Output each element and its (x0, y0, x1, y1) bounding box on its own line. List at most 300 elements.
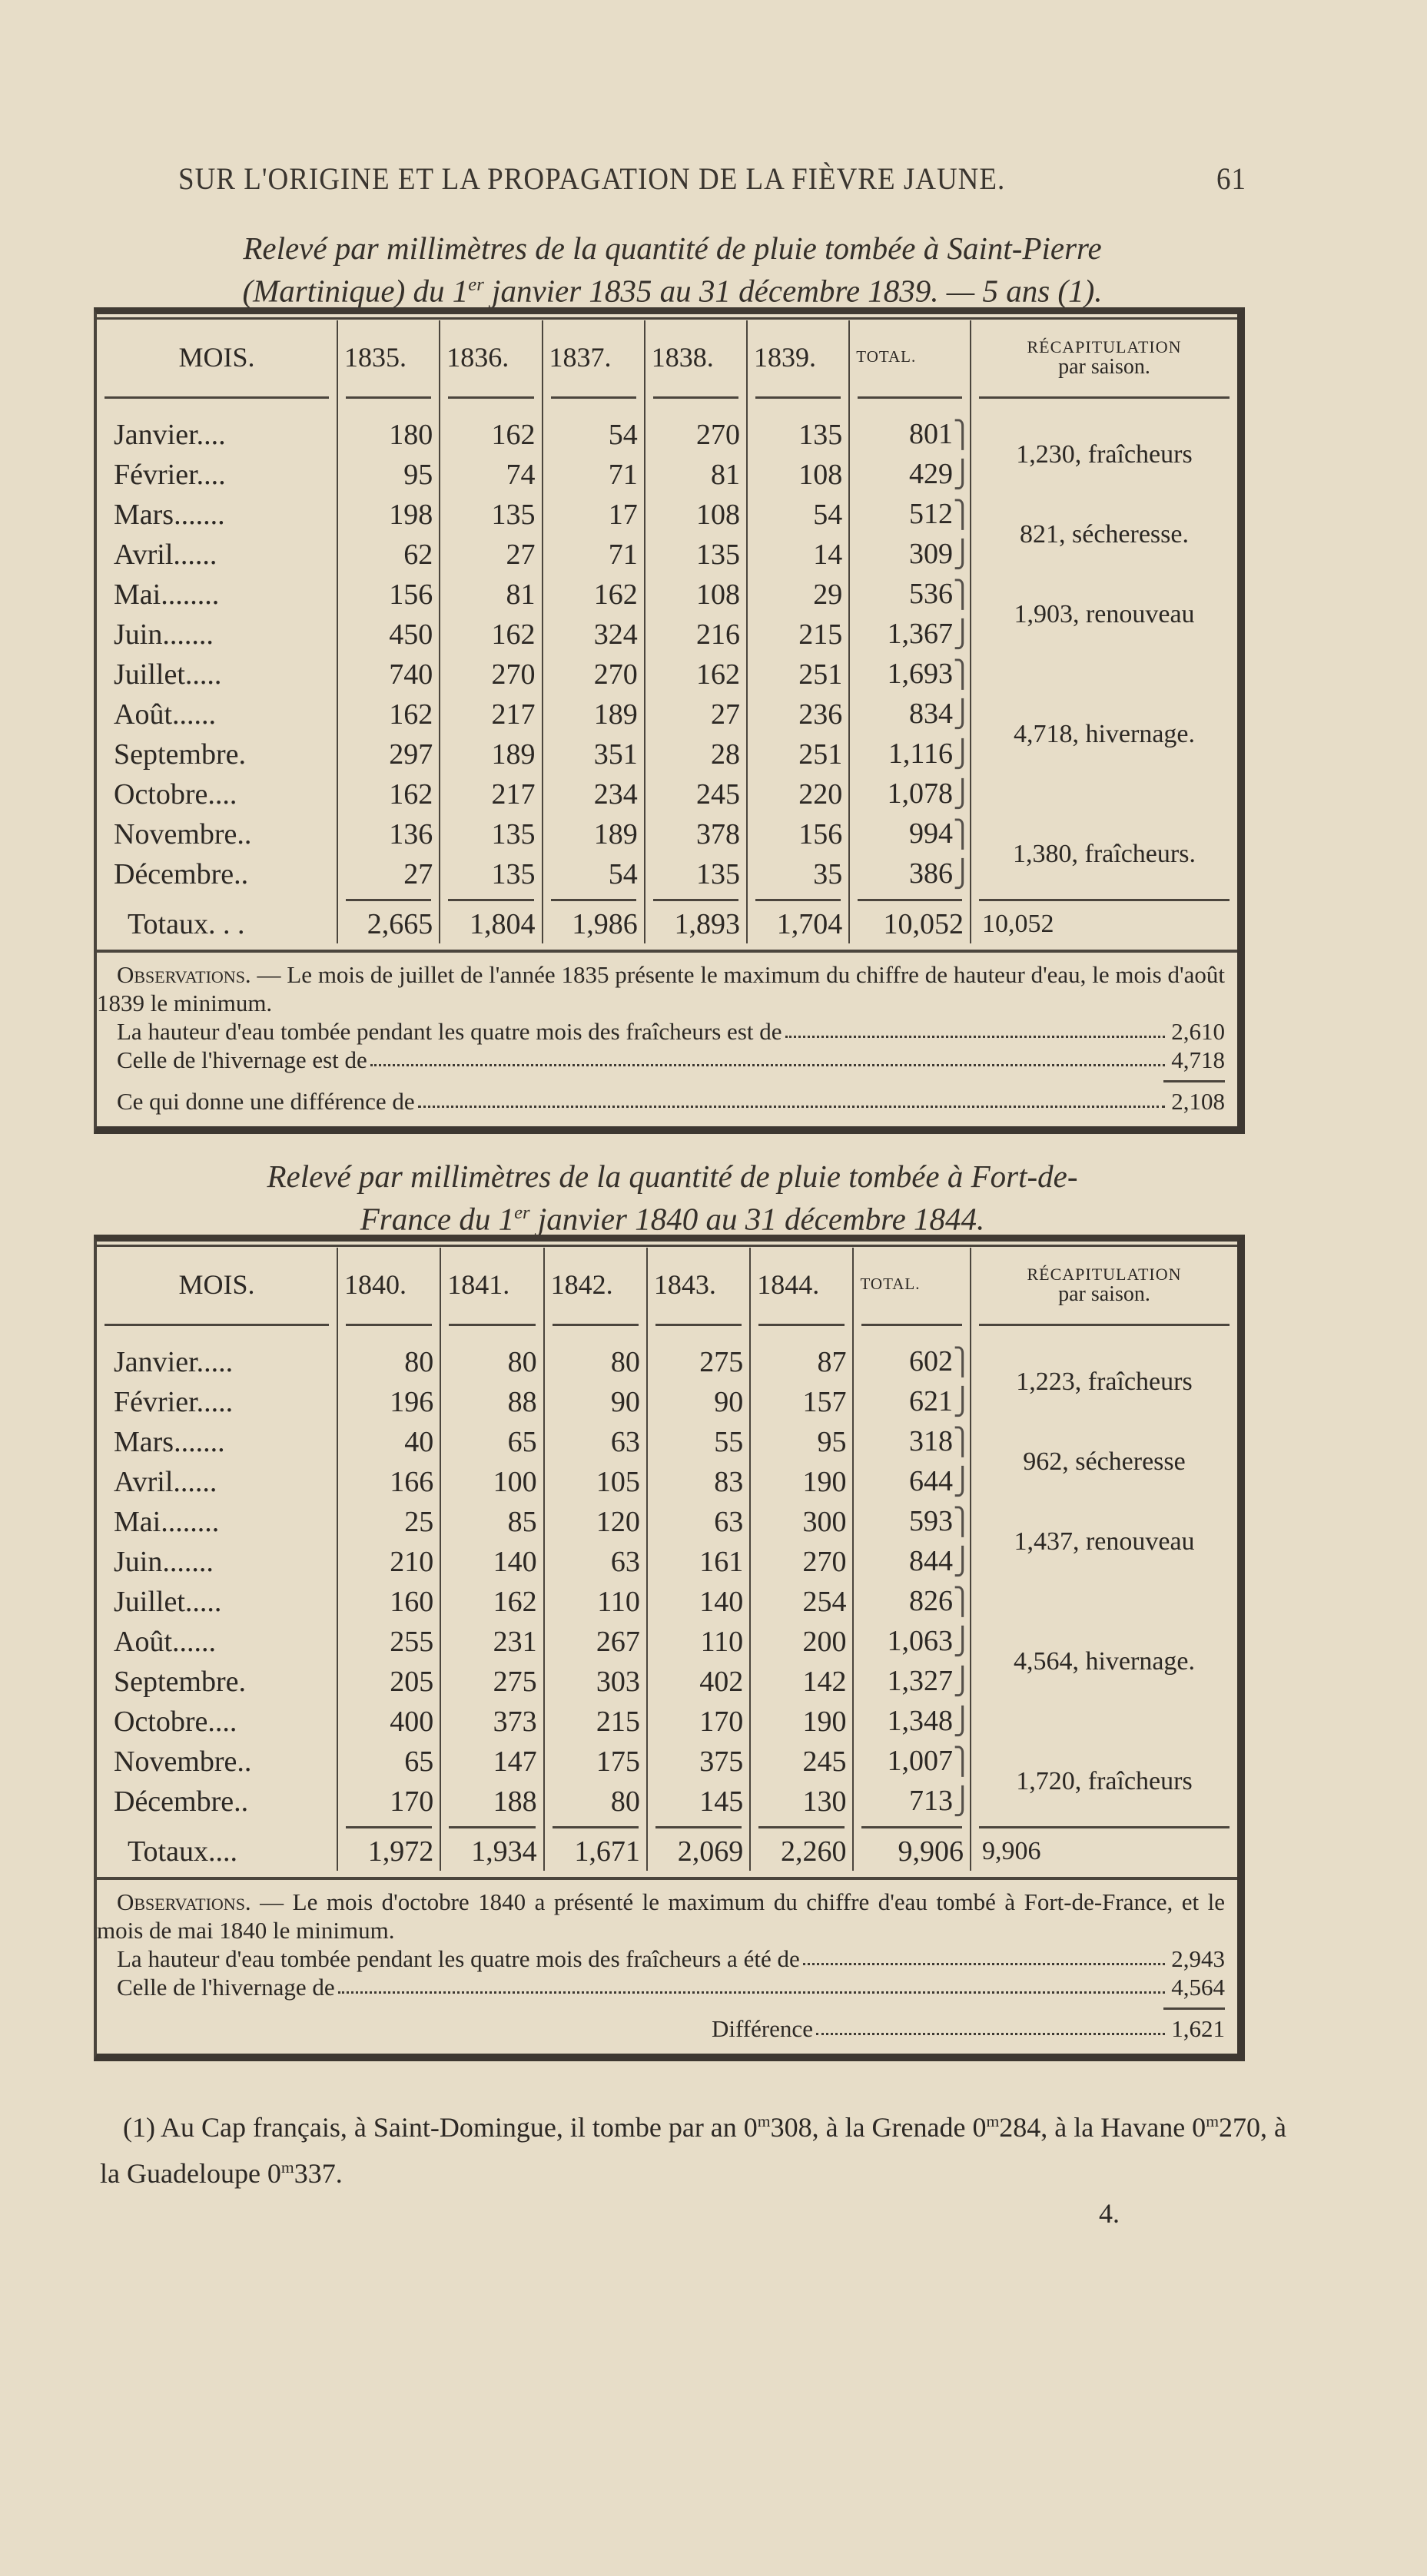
brace-icon: ⎫ (953, 1588, 973, 1616)
observation-line (97, 1973, 1225, 2001)
rain-value: 175 (544, 1742, 647, 1782)
year-total: 1,972 (337, 1832, 440, 1871)
table-row (97, 1582, 1237, 1622)
rain-value: 254 (750, 1582, 853, 1622)
rain-value: 28 (645, 734, 747, 774)
caption-line-1: Relevé par millimètres de la quantité de pluie tombée à Saint-Pierre (243, 230, 1102, 266)
month-label: Juin....... (114, 1546, 214, 1578)
row-total-value: 602 (909, 1345, 953, 1378)
footnote (100, 2101, 1291, 2193)
brace-icon: ⎭ (953, 1708, 973, 1736)
rain-value: 87 (750, 1342, 853, 1382)
brace-icon: ⎭ (953, 1668, 973, 1696)
rain-value: 95 (337, 455, 440, 495)
rain-value: 162 (543, 575, 645, 615)
rain-value: 110 (544, 1582, 647, 1622)
dot-leader (338, 1973, 1165, 1994)
brace-icon: ⎫ (953, 821, 973, 849)
rain-value: 196 (337, 1382, 440, 1422)
result-label: Ce qui donne une différence de (117, 1088, 415, 1115)
rain-value: 54 (543, 854, 645, 894)
month-label: Octobre.... (114, 1706, 237, 1738)
rain-value: 210 (337, 1542, 440, 1582)
year-total: 1,986 (543, 905, 645, 943)
rain-value: 297 (337, 734, 440, 774)
rain-value: 136 (337, 814, 440, 854)
month-label: Mars....... (114, 1426, 225, 1458)
rain-value: 170 (337, 1782, 440, 1822)
dot-leader (816, 2014, 1165, 2035)
rain-value: 215 (747, 615, 849, 655)
recap-title: RÉCAPITULATION (1027, 337, 1182, 356)
rain-value: 108 (645, 495, 747, 535)
rainfall-table (97, 320, 1237, 943)
rain-value: 40 (337, 1422, 440, 1462)
observation-lead: Observations. (117, 1888, 251, 1915)
header-recap (971, 1248, 1237, 1321)
grand-total: 9,906 (853, 1832, 971, 1871)
rain-value: 17 (543, 495, 645, 535)
row-total (853, 1622, 971, 1662)
table-row (97, 1342, 1237, 1382)
result-label: Différence (712, 2015, 813, 2042)
brace-icon: ⎫ (953, 1428, 973, 1457)
rain-value: 255 (337, 1622, 440, 1662)
table-2-frame (94, 1235, 1245, 2061)
year-total: 1,893 (645, 905, 747, 943)
rainfall-table (97, 1248, 1237, 1871)
rain-value: 189 (543, 695, 645, 734)
observation-paragraph (97, 1888, 1225, 1944)
rain-value: 245 (645, 774, 747, 814)
recap-subtitle: par saison. (1058, 1281, 1150, 1306)
rain-value: 375 (647, 1742, 750, 1782)
rain-value: 71 (543, 535, 645, 575)
rain-value: 135 (440, 814, 542, 854)
rain-value: 162 (337, 695, 440, 734)
brace-icon: ⎭ (953, 621, 973, 649)
rain-value: 27 (440, 535, 542, 575)
rain-value: 217 (440, 695, 542, 734)
rain-value: 300 (750, 1502, 853, 1542)
rain-value: 157 (750, 1382, 853, 1422)
table-row (97, 1422, 1237, 1462)
running-title: SUR L'ORIGINE ET LA PROPAGATION DE LA FIÈVRE JAUNE. (178, 161, 1006, 197)
rain-value: 27 (645, 695, 747, 734)
recap-total: 10,052 (971, 905, 1237, 943)
month-label: Janvier.... (114, 419, 226, 451)
brace-icon: ⎭ (953, 741, 973, 769)
row-total-value: 536 (909, 578, 953, 610)
page-number: 61 (1216, 161, 1246, 197)
row-total (853, 1502, 971, 1542)
observation-line (97, 1944, 1225, 1973)
row-total (853, 1782, 971, 1822)
row-total (853, 1342, 971, 1382)
totals-label: Totaux. . . (128, 908, 245, 940)
month-label: Août...... (114, 698, 216, 731)
result-value: 2,108 (1171, 1088, 1225, 1115)
row-total-value: 994 (909, 817, 953, 850)
row-total (849, 415, 971, 455)
rain-value: 402 (647, 1662, 750, 1702)
month-label: Décembre.. (114, 858, 249, 890)
unit-sup: m (757, 2112, 771, 2130)
brace-icon: ⎭ (953, 1628, 973, 1656)
month-label: Février..... (114, 1386, 234, 1418)
row-total (849, 575, 971, 615)
brace-icon: ⎫ (953, 661, 973, 689)
table-row (97, 655, 1237, 695)
month-label: Septembre. (114, 738, 247, 771)
row-total (853, 1382, 971, 1422)
caption-sup: er (468, 274, 484, 295)
line-value: 4,718 (1171, 1046, 1225, 1073)
year-total: 2,069 (647, 1832, 750, 1871)
row-total-value: 1,327 (887, 1665, 953, 1697)
row-total-value: 318 (909, 1425, 953, 1457)
rain-value: 156 (747, 814, 849, 854)
header-row (97, 1248, 1237, 1321)
season-summary: 821, sécheresse. (971, 495, 1237, 575)
header-year: 1837. (543, 320, 645, 393)
dot-leader (418, 1087, 1165, 1108)
rain-value: 54 (747, 495, 849, 535)
rain-value: 135 (747, 415, 849, 455)
brace-icon: ⎫ (953, 1748, 973, 1776)
header-mois: MOIS. (178, 1268, 255, 1300)
grand-total: 10,052 (849, 905, 971, 943)
header-mois: MOIS. (178, 341, 255, 373)
rain-value: 88 (440, 1382, 543, 1422)
rain-value: 74 (440, 455, 542, 495)
rain-value: 71 (543, 455, 645, 495)
month-label: Janvier..... (114, 1346, 234, 1378)
observation-text: — Le mois d'octobre 1840 a présenté le maximum du chiffre d'eau tombé à Fort-de-France, et le mois de mai 1840 le minimum. (97, 1888, 1225, 1944)
row-total (849, 734, 971, 774)
table-row (97, 814, 1237, 854)
rain-value: 267 (544, 1622, 647, 1662)
row-total-value: 1,078 (887, 777, 953, 810)
brace-icon: ⎭ (953, 860, 973, 889)
month-label: Février.... (114, 459, 226, 491)
row-total-value: 826 (909, 1585, 953, 1617)
header-recap (971, 320, 1237, 393)
rain-value: 190 (750, 1702, 853, 1742)
brace-icon: ⎭ (953, 781, 973, 809)
caption-line-2 (100, 267, 1245, 310)
rain-value: 90 (544, 1382, 647, 1422)
rain-value: 215 (544, 1702, 647, 1742)
rain-value: 142 (750, 1662, 853, 1702)
rain-value: 80 (337, 1342, 440, 1382)
rain-value: 324 (543, 615, 645, 655)
rain-value: 378 (645, 814, 747, 854)
rain-value: 110 (647, 1622, 750, 1662)
rain-value: 275 (440, 1662, 543, 1702)
caption-text: France du 1 (360, 1201, 515, 1237)
rain-value: 135 (440, 854, 542, 894)
header-year: 1843. (647, 1248, 750, 1321)
rain-value: 54 (543, 415, 645, 455)
rain-value: 80 (544, 1342, 647, 1382)
sum-rule (1163, 1080, 1225, 1082)
table-row (97, 495, 1237, 535)
season-summary: 4,718, hivernage. (971, 655, 1237, 814)
table-row (97, 1502, 1237, 1542)
brace-icon: ⎭ (953, 1468, 973, 1497)
rain-value: 400 (337, 1702, 440, 1742)
header-year: 1841. (440, 1248, 543, 1321)
sum-rule (1163, 2007, 1225, 2010)
brace-icon: ⎫ (953, 421, 973, 449)
unit-sup: m (986, 2112, 1000, 2130)
footnote-text: 308, à la Grenade 0 (770, 2112, 987, 2143)
rain-value: 170 (647, 1702, 750, 1742)
row-total-value: 429 (909, 458, 953, 490)
rain-value: 217 (440, 774, 542, 814)
rain-value: 270 (440, 655, 542, 695)
observation-result (97, 1087, 1225, 1116)
rain-value: 145 (647, 1782, 750, 1822)
totals-row (97, 1832, 1237, 1871)
header-year: 1838. (645, 320, 747, 393)
month-label: Août...... (114, 1626, 216, 1658)
rain-value: 108 (747, 455, 849, 495)
brace-icon: ⎫ (953, 501, 973, 529)
brace-icon: ⎭ (953, 1548, 973, 1576)
rain-value: 80 (544, 1782, 647, 1822)
month-label: Septembre. (114, 1666, 247, 1698)
header-year: 1836. (440, 320, 542, 393)
year-total: 2,665 (337, 905, 440, 943)
row-total (853, 1662, 971, 1702)
row-total-value: 1,348 (887, 1705, 953, 1737)
rain-value: 161 (647, 1542, 750, 1582)
observation-lead: Observations. (117, 961, 251, 988)
caption-text: (Martinique) du 1 (242, 273, 469, 309)
observation-paragraph (97, 960, 1225, 1017)
rain-value: 162 (645, 655, 747, 695)
line-value: 2,610 (1171, 1018, 1225, 1045)
rain-value: 140 (647, 1582, 750, 1622)
rain-value: 63 (544, 1422, 647, 1462)
recap-title: RÉCAPITULATION (1027, 1264, 1182, 1284)
rain-value: 270 (750, 1542, 853, 1582)
table-row (97, 1742, 1237, 1782)
row-total-value: 844 (909, 1545, 953, 1577)
month-label: Mars....... (114, 499, 225, 531)
rain-value: 156 (337, 575, 440, 615)
row-total (849, 695, 971, 734)
table-1-caption (100, 230, 1245, 310)
totals-rule (97, 894, 1237, 905)
rain-value: 275 (647, 1342, 750, 1382)
rain-value: 200 (750, 1622, 853, 1662)
rain-value: 120 (544, 1502, 647, 1542)
caption-text: janvier 1840 au 31 décembre 1844. (529, 1201, 985, 1237)
rain-value: 245 (750, 1742, 853, 1782)
result-value: 1,621 (1171, 2015, 1225, 2042)
footnote-text: 270, à la Guadeloupe 0 (100, 2112, 1286, 2189)
header-total: TOTAL. (853, 1248, 971, 1321)
observation-line (97, 1046, 1225, 1074)
observation-line (97, 1017, 1225, 1046)
month-label: Novembre.. (114, 818, 252, 850)
rain-value: 130 (750, 1782, 853, 1822)
rain-value: 95 (750, 1422, 853, 1462)
unit-sup: m (1206, 2112, 1219, 2130)
rain-value: 166 (337, 1462, 440, 1502)
row-total-value: 1,007 (887, 1745, 953, 1777)
line-label: Celle de l'hivernage est de (117, 1046, 367, 1073)
month-label: Novembre.. (114, 1746, 252, 1778)
brace-icon: ⎭ (953, 1788, 973, 1816)
month-label: Juillet..... (114, 658, 222, 691)
rain-value: 450 (337, 615, 440, 655)
season-summary: 1,903, renouveau (971, 575, 1237, 655)
rain-value: 231 (440, 1622, 543, 1662)
dot-leader (370, 1046, 1165, 1066)
rain-value: 29 (747, 575, 849, 615)
recap-subtitle: par saison. (1058, 354, 1150, 379)
header-year: 1840. (337, 1248, 440, 1321)
rain-value: 198 (337, 495, 440, 535)
rain-value: 251 (747, 655, 849, 695)
row-total (849, 655, 971, 695)
brace-icon: ⎫ (953, 1508, 973, 1537)
rain-value: 162 (440, 415, 542, 455)
rain-value: 205 (337, 1662, 440, 1702)
row-total-value: 801 (909, 418, 953, 450)
rain-value: 251 (747, 734, 849, 774)
rain-value: 162 (337, 774, 440, 814)
rain-value: 108 (645, 575, 747, 615)
rain-value: 270 (645, 415, 747, 455)
table-row (97, 575, 1237, 615)
line-label: Celle de l'hivernage de (117, 1974, 335, 2001)
year-total: 2,260 (750, 1832, 853, 1871)
rain-value: 63 (647, 1502, 750, 1542)
row-total-value: 1,116 (888, 738, 953, 770)
season-summary: 4,564, hivernage. (971, 1582, 1237, 1742)
signature-mark: 4. (1099, 2198, 1120, 2229)
header-rule (97, 393, 1237, 401)
header-year: 1842. (544, 1248, 647, 1321)
year-total: 1,804 (440, 905, 542, 943)
rain-value: 135 (440, 495, 542, 535)
row-total (853, 1422, 971, 1462)
month-label: Juillet..... (114, 1586, 222, 1618)
rain-value: 80 (440, 1342, 543, 1382)
row-total (849, 455, 971, 495)
month-label: Mai........ (114, 1506, 220, 1538)
dot-leader (785, 1017, 1165, 1038)
row-total (849, 774, 971, 814)
row-total (853, 1462, 971, 1502)
brace-icon: ⎭ (953, 461, 973, 489)
line-value: 2,943 (1171, 1945, 1225, 1972)
season-summary: 962, sécheresse (971, 1422, 1237, 1502)
month-label: Avril...... (114, 1466, 217, 1498)
month-label: Avril...... (114, 539, 217, 571)
rain-value: 81 (645, 455, 747, 495)
caption-line-2 (100, 1195, 1245, 1238)
running-head (178, 161, 1246, 197)
observation-text: — Le mois de juillet de l'année 1835 présente le maximum du chiffre de hauteur d'eau, le mois d'août 1839 le minimum. (97, 961, 1225, 1016)
season-summary: 1,223, fraîcheurs (971, 1342, 1237, 1422)
year-total: 1,671 (544, 1832, 647, 1871)
rain-value: 373 (440, 1702, 543, 1742)
rain-value: 65 (337, 1742, 440, 1782)
season-summary: 1,230, fraîcheurs (971, 415, 1237, 495)
rain-value: 140 (440, 1542, 543, 1582)
rain-value: 162 (440, 615, 542, 655)
row-total (849, 854, 971, 894)
rain-value: 27 (337, 854, 440, 894)
rain-value: 351 (543, 734, 645, 774)
year-total: 1,934 (440, 1832, 543, 1871)
row-total (853, 1702, 971, 1742)
row-total-value: 386 (909, 857, 953, 890)
rain-value: 100 (440, 1462, 543, 1502)
table-1-frame (94, 307, 1245, 1134)
brace-icon: ⎭ (953, 541, 973, 569)
row-total (849, 814, 971, 854)
caption-line-1: Relevé par millimètres de la quantité de pluie tombée à Fort-de- (267, 1159, 1078, 1194)
row-total (849, 535, 971, 575)
rain-value: 160 (337, 1582, 440, 1622)
row-total-value: 309 (909, 538, 953, 570)
footnote-text: 337. (294, 2158, 343, 2189)
rain-value: 62 (337, 535, 440, 575)
totals-row (97, 905, 1237, 943)
brace-icon: ⎭ (953, 701, 973, 729)
rain-value: 270 (543, 655, 645, 695)
row-total-value: 512 (909, 498, 953, 530)
rain-value: 220 (747, 774, 849, 814)
row-total-value: 713 (909, 1785, 953, 1817)
brace-icon: ⎫ (953, 581, 973, 609)
rain-value: 234 (543, 774, 645, 814)
rain-value: 180 (337, 415, 440, 455)
rain-value: 216 (645, 615, 747, 655)
rain-value: 65 (440, 1422, 543, 1462)
rain-value: 135 (645, 854, 747, 894)
footnote-text: 284, à la Havane 0 (999, 2112, 1206, 2143)
row-total-value: 1,063 (887, 1625, 953, 1657)
row-total (853, 1742, 971, 1782)
row-total (853, 1542, 971, 1582)
observations (97, 1877, 1237, 2054)
row-total-value: 1,693 (887, 658, 953, 690)
row-total-value: 1,367 (887, 618, 953, 650)
rain-value: 55 (647, 1422, 750, 1462)
header-row (97, 320, 1237, 393)
month-label: Octobre.... (114, 778, 237, 811)
rain-value: 147 (440, 1742, 543, 1782)
line-label: La hauteur d'eau tombée pendant les quatre mois des fraîcheurs est de (117, 1018, 782, 1045)
totals-rule (97, 1822, 1237, 1832)
row-total (849, 495, 971, 535)
season-summary: 1,720, fraîcheurs (971, 1742, 1237, 1822)
rain-value: 81 (440, 575, 542, 615)
recap-total: 9,906 (971, 1832, 1237, 1871)
rain-value: 236 (747, 695, 849, 734)
rain-value: 105 (544, 1462, 647, 1502)
rain-value: 63 (544, 1542, 647, 1582)
month-label: Mai........ (114, 579, 220, 611)
